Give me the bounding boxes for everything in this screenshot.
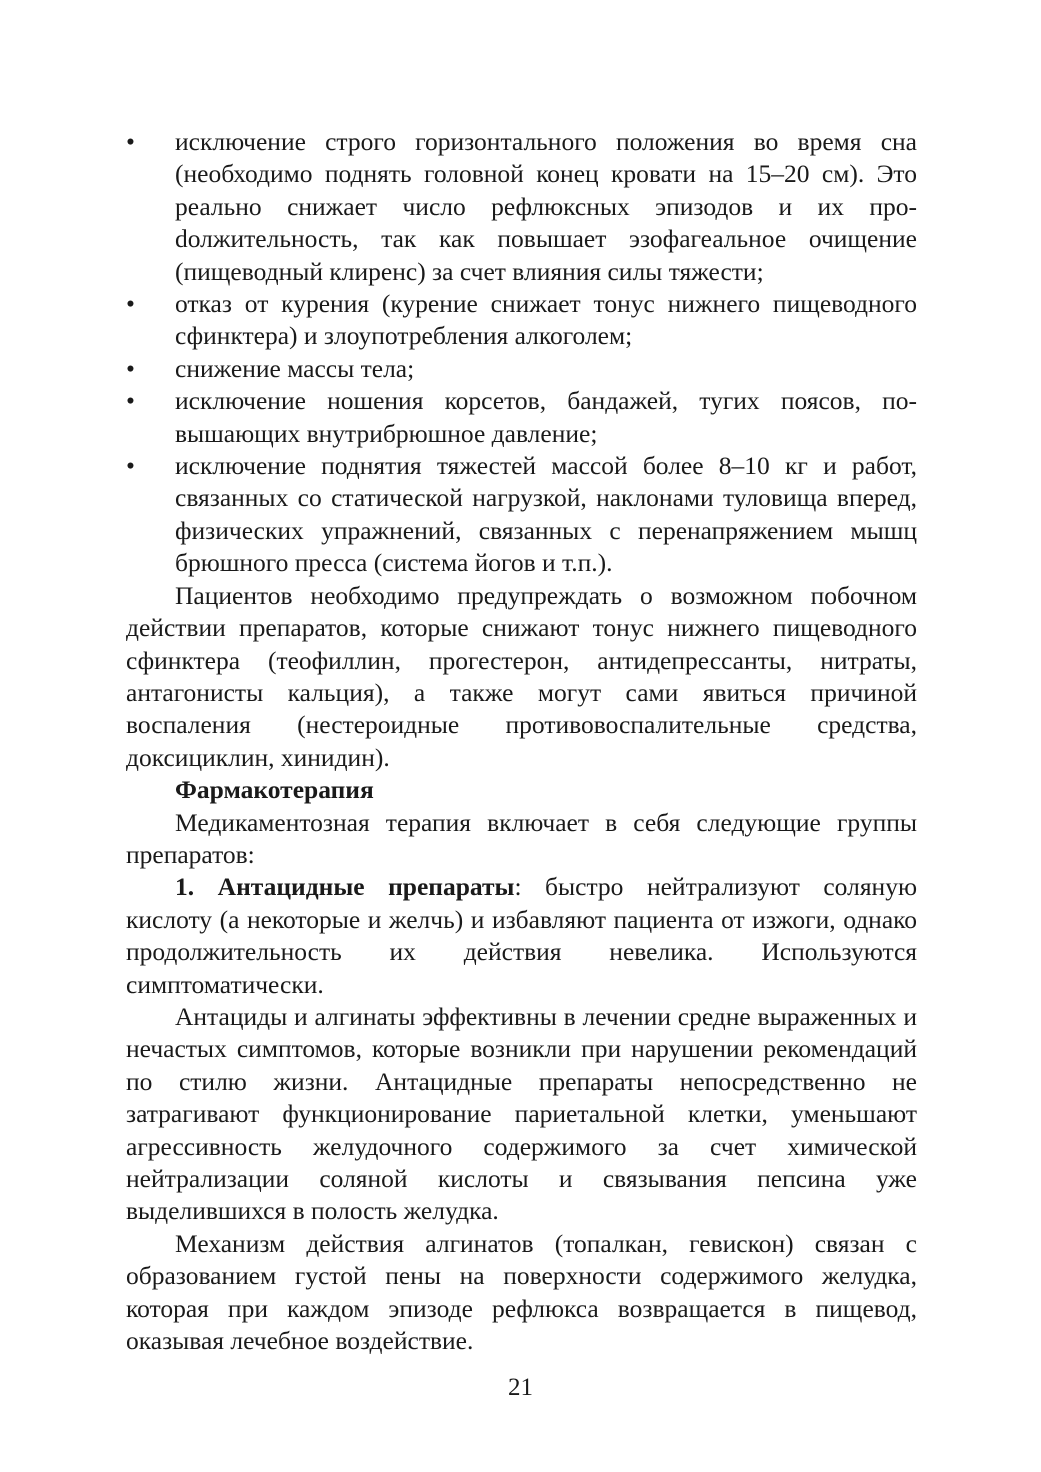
recommendations-list	[126, 126, 917, 580]
list-item-text: исключение ношения корсетов, бандажей, тугих поясов, повышающих внутрибрюшное давление;	[175, 386, 917, 448]
list-item-text: снижение массы тела;	[175, 353, 415, 383]
alginates-paragraph: Антациды и алгинаты эффективны в лечении средне выраженных и нечастых симптомов, которые возникли при нарушении рекомендаций по стилю жизни. Антацидные препараты непосредственно не затрагивают функционирование париетальной клетки, уменьшают агрессивность желудочного содержимого за счет химической нейтрализации соляной кислоты и связывания пепсина уже выделившихся в полость желудка.	[126, 1001, 917, 1226]
antacids-paragraph	[126, 871, 917, 1001]
list-item-text: отказ от курения (курение снижает тонус нижнего пищеводного сфинктера) и злоупотребления алкоголем;	[175, 289, 917, 351]
list-item-text: исключение строго горизонтального положения во время сна (необходимо поднять головной конец кровати на 15–20 см). Это реально снижает число рефлюксных эпизодов и их проdолжительность, так как повышает эзофагеальное очищение (пищеводный клиренс) за счет влияния силы тяжести;	[175, 127, 917, 286]
list-item	[126, 385, 917, 450]
section-heading: Фармакотерапия	[175, 775, 374, 805]
bullet-icon: •	[126, 127, 135, 156]
list-item	[126, 126, 917, 288]
page-body	[126, 126, 917, 1357]
list-item	[126, 353, 917, 385]
antacids-text: : быстро нейтрализуют соляную кислоту (а некоторые и желчь) и избавляют пациента от изжоги, однако продолжительность их действия невелика. Используются симптоматически.	[126, 872, 917, 999]
list-item	[126, 450, 917, 580]
antacids-title: 1. Антацидные препараты	[175, 872, 515, 902]
page-number: 21	[508, 1374, 533, 1401]
drug-groups-paragraph: Медикаментозная терапия включает в себя следующие группы препаратов:	[126, 807, 917, 869]
warning-paragraph: Пациентов необходимо предупреждать о возможном побочном действии препаратов, которые снижают тонус нижнего пищеводного сфинктера (теофиллин, прогестерон, антидепрессанты, нитраты, антагонисты кальция), а также могут сами явиться причиной воспаления (нестероидные противовоспалительные средства, доксициклин, хинидин).	[126, 580, 917, 772]
bullet-icon: •	[126, 386, 135, 416]
bullet-icon: •	[126, 451, 135, 481]
list-item	[126, 288, 917, 353]
bullet-icon: •	[126, 353, 135, 383]
bullet-icon: •	[126, 289, 135, 319]
list-item-text: исключение поднятия тяжестей массой более 8–10 кг и работ, связанных со статической нагрузкой, наклонами туловища вперед, физических упражнений, связанных с перенапряжением мышц брюшного пресса (система йогов и т.п.).	[175, 451, 917, 578]
mechanism-paragraph: Механизм действия алгинатов (топалкан, гевискон) связан с образованием густой пены на поверхности содержимого желудка, которая при каждом эпизоде рефлюкса возвращается в пищевод, оказывая лечебное воздействие.	[126, 1228, 917, 1356]
